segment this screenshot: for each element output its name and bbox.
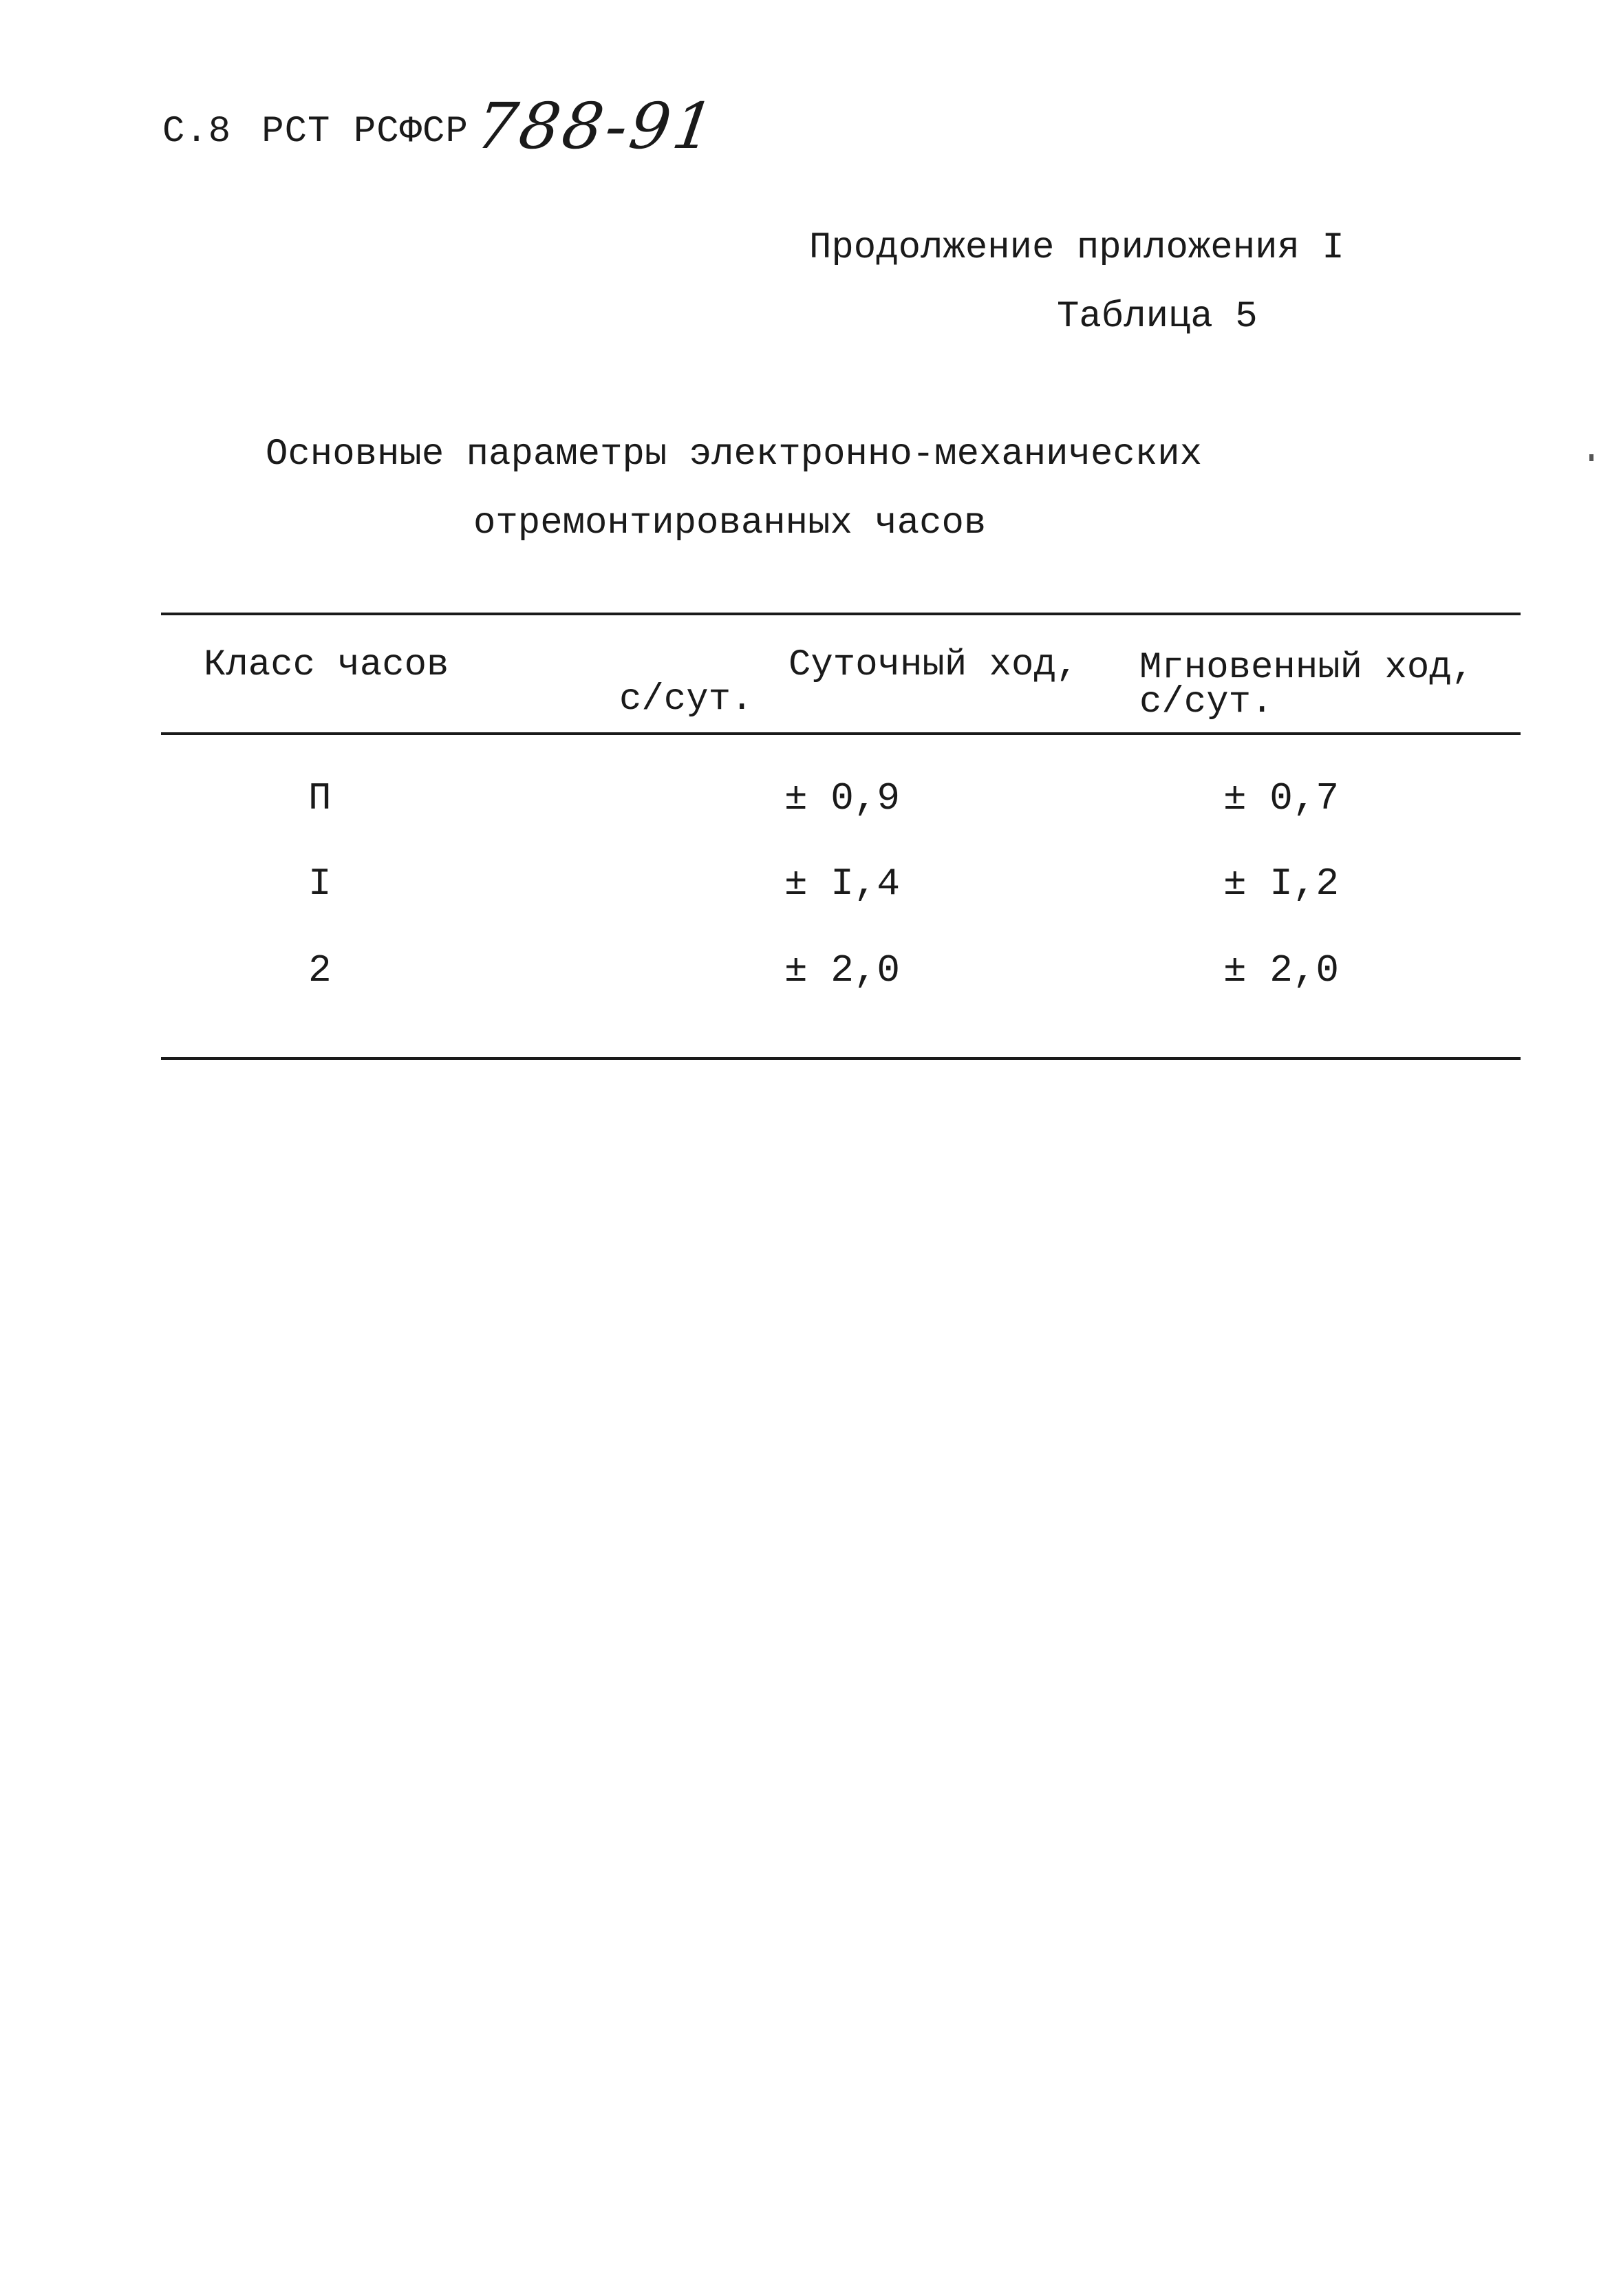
table-header-rule [161, 732, 1521, 735]
table-cell-class: П [308, 776, 332, 820]
handwritten-standard-number: 788-91 [471, 89, 722, 163]
column-header-instant-rate: Мгновенный ход, [1139, 647, 1474, 689]
table-number: Таблица 5 [1057, 296, 1258, 338]
table-cell-daily-rate: ± 0,9 [784, 776, 901, 820]
appendix-continuation: Продолжение приложения I [809, 227, 1344, 269]
table-cell-daily-rate: ± 2,0 [784, 948, 901, 992]
column-header-daily-rate: Суточный ход, [788, 644, 1079, 686]
table-cell-class: I [308, 862, 332, 906]
table-caption-line-2: отремонтированных часов [473, 502, 987, 544]
scan-edge-mark [1589, 454, 1593, 461]
table-cell-class: 2 [308, 948, 332, 992]
table-cell-instant-rate: ± 2,0 [1223, 948, 1340, 992]
table-caption-line-1: Основные параметры электронно-механических [266, 434, 1203, 476]
table-top-rule [161, 613, 1521, 615]
table-cell-daily-rate: ± I,4 [784, 862, 901, 906]
standard-name: РСТ РСФСР [261, 111, 469, 153]
table-cell-instant-rate: ± I,2 [1223, 862, 1340, 906]
page-number: С.8 [162, 111, 232, 153]
column-header-instant-unit: с/сут. [1139, 681, 1274, 723]
column-header-daily-unit: с/сут. [619, 679, 753, 721]
table-cell-instant-rate: ± 0,7 [1223, 776, 1340, 820]
column-header-class: Класс часов [204, 644, 449, 686]
page-header [162, 83, 722, 163]
table-bottom-rule [161, 1057, 1521, 1060]
